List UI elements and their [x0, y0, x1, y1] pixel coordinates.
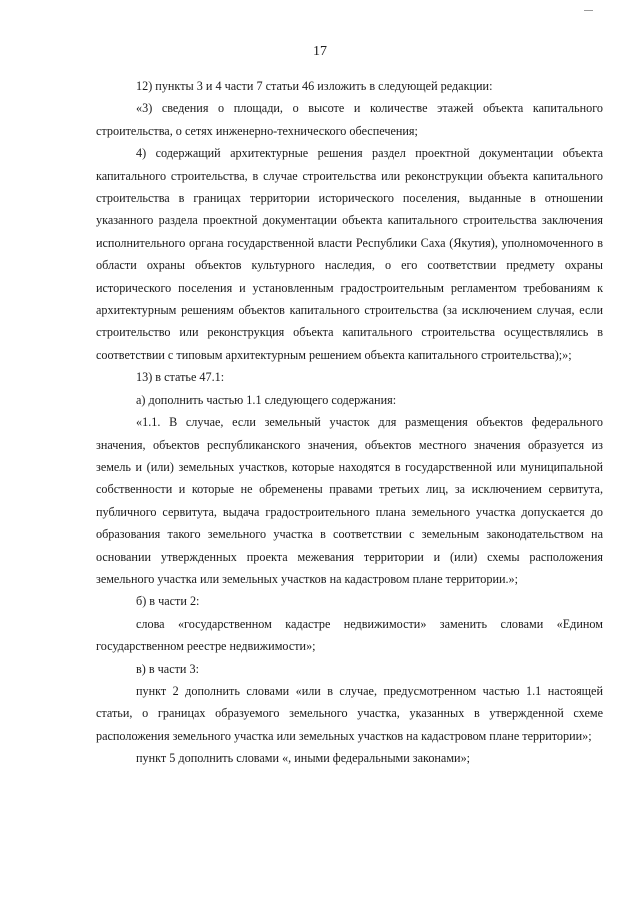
- document-body: [96, 75, 603, 770]
- paragraph-point-4: 4) содержащий архитектурные решения раздел проектной документации объекта капитального строительства, в случае строительства или реконструкции объекта капитального строительства в границах территории исторического поселения, выданные в отношении указанного раздела проектной документации объекта капитального строительства заключения исполнительного органа государственной власти Республики Саха (Якутия), уполномоченного в области охраны объектов культурного наследия, о его соответствии предмету охраны исторического поселения и установленным градостроительным регламентом требованиям к архитектурным решениям объектов капитального строительства (за исключением случая, если строительство или реконструкция объекта капитального строительства осуществлялись в соответствии с типовым архитектурным решением объекта капитального строительства);»;: [96, 146, 603, 362]
- paragraph-point-5-amendment: пункт 5 дополнить словами «, иными федеральными законами»;: [136, 751, 471, 766]
- paragraph-replace-words: слова «государственном кадастре недвижимости» заменить словами «Едином государственном реестре недвижимости»;: [96, 616, 603, 654]
- scan-mark: [584, 10, 593, 11]
- paragraph-subitem-b: б) в части 2:: [136, 594, 200, 609]
- page-number: 17: [313, 44, 327, 59]
- paragraph-item-12-heading: 12) пункты 3 и 4 части 7 статьи 46 изложить в следующей редакции:: [136, 79, 493, 93]
- paragraph-subitem-a: а) дополнить частью 1.1 следующего содержания:: [136, 392, 397, 407]
- paragraph-item-13-heading: 13) в статье 47.1:: [136, 370, 225, 385]
- paragraph-point-3: «3) сведения о площади, о высоте и количестве этажей объекта капитального строительства, о сетях инженерно-технического обеспечения;: [96, 101, 603, 138]
- paragraph-subitem-v: в) в части 3:: [136, 661, 199, 676]
- paragraph-part-1-1: «1.1. В случае, если земельный участок для размещения объектов федерального значения, объектов республиканского значения, объектов местного значения образуется из земель и (или) земельных участков, которые находятся в государственной или муниципальной собственности и которые не обременены правами третьих лиц, за исключением сервитута, публичного сервитута, выдача градостроительного плана земельного участка допускается до образования такого земельного участка в соответствии с земельным законодательством на основании утвержденных проекта межевания территории и (или) схемы расположения земельного участка или земельных участков на кадастровом плане территории.»;: [96, 415, 603, 586]
- paragraph-point-2-amendment: пункт 2 дополнить словами «или в случае, предусмотренном частью 1.1 настоящей статьи, о границах образуемого земельного участка, указанных в утвержденной схеме расположения земельного участка или земельных участков на кадастровом плане территории»;: [96, 683, 603, 743]
